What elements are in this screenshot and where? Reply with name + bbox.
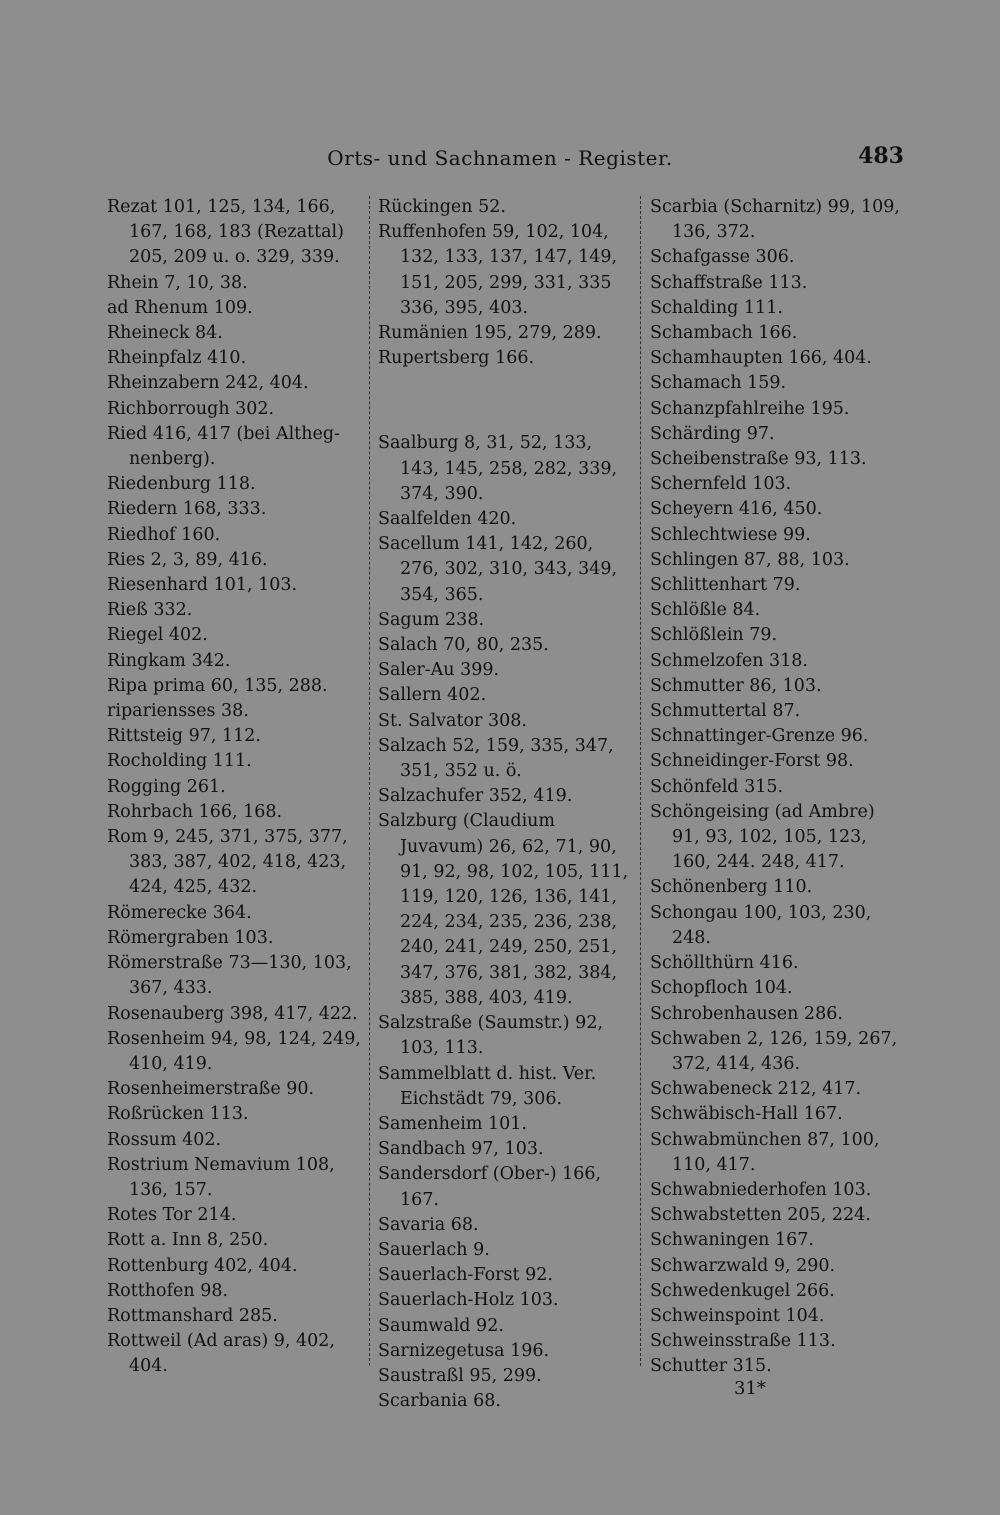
- index-entry: Schwaben 2, 126, 159, 267, 372, 414, 436.: [650, 1028, 903, 1074]
- index-entry: Riedern 168, 333.: [107, 499, 267, 520]
- index-entry: Scheyern 416, 450.: [650, 499, 823, 520]
- column-1: [107, 195, 367, 1380]
- index-entry: Salzstraße (Saumstr.) 92, 103, 113.: [378, 1013, 609, 1059]
- index-entry: Scarbia (Scharnitz) 99, 109, 136, 372.: [650, 197, 906, 243]
- column-3: [650, 195, 908, 1380]
- index-entry: Schafgasse 306.: [650, 247, 795, 268]
- page-number: 483: [858, 143, 904, 169]
- index-entry: Rott a. Inn 8, 250.: [107, 1230, 269, 1251]
- index-entry: Schlößle 84.: [650, 600, 761, 621]
- sheet-signature: 31*: [734, 1378, 766, 1399]
- index-entry: Schernfeld 103.: [650, 474, 792, 495]
- column-rule-2: [640, 196, 641, 1366]
- index-entry: Riegel 402.: [107, 625, 208, 646]
- index-entry: Saustraßl 95, 299.: [378, 1365, 542, 1386]
- index-entry: Schmuttertal 87.: [650, 701, 801, 722]
- index-entry: Rupertsberg 166.: [378, 348, 535, 369]
- index-entry: Riedenburg 118.: [107, 474, 256, 495]
- index-entry: Schwäbisch-Hall 167.: [650, 1104, 843, 1125]
- index-entry: Riedhof 160.: [107, 524, 221, 545]
- index-entry: Sandbach 97, 103.: [378, 1139, 544, 1160]
- index-entry: Rheineck 84.: [107, 323, 223, 344]
- index-entry: Samenheim 101.: [378, 1113, 527, 1134]
- index-entry: Rezat 101, 125, 134, 166, 167, 168, 183 (Rezattal) 205, 209 u. o. 329, 339.: [107, 197, 350, 268]
- index-entry: Saler-Au 399.: [378, 660, 500, 681]
- index-entry: Salzach 52, 159, 335, 347, 351, 352 u. ö.: [378, 735, 620, 782]
- index-entry: Rosenheim 94, 98, 124, 249, 410, 419.: [107, 1028, 367, 1074]
- index-entry: Schamach 159.: [650, 373, 787, 394]
- index-entry: Schlingen 87, 88, 103.: [650, 549, 850, 570]
- index-entry: Saumwald 92.: [378, 1315, 504, 1336]
- index-entry: Ripa prima 60, 135, 288.: [107, 675, 328, 696]
- index-entry: Rotes Tor 214.: [107, 1205, 237, 1226]
- index-entry: Römergraben 103.: [107, 927, 274, 948]
- index-entry: Rogging 261.: [107, 776, 226, 797]
- index-entry: Schmelzofen 318.: [650, 650, 808, 671]
- index-entry: Schambach 166.: [650, 323, 798, 344]
- index-entry: Saalfelden 420.: [378, 509, 517, 530]
- index-entry: Sagum 238.: [378, 609, 485, 630]
- index-entry: Schneidinger-Forst 98.: [650, 751, 854, 772]
- index-entry: Rottmanshard 285.: [107, 1305, 278, 1326]
- index-entry: Rückingen 52.: [378, 197, 506, 217]
- column-rule-1: [369, 196, 370, 1366]
- index-entry: Schutter 315.: [650, 1356, 772, 1377]
- index-entry: Salach 70, 80, 235.: [378, 635, 549, 656]
- index-entry: Schnattinger-Grenze 96.: [650, 726, 869, 747]
- index-entry: Rosenheimerstraße 90.: [107, 1079, 315, 1100]
- index-entry: Sarnizegetusa 196.: [378, 1340, 550, 1361]
- index-entry: Schwarzwald 9, 290.: [650, 1255, 836, 1276]
- index-entry: Salzachufer 352, 419.: [378, 786, 573, 807]
- index-entry: Schrobenhausen 286.: [650, 1003, 843, 1024]
- index-entry: Schöllthürn 416.: [650, 953, 799, 974]
- index-entry: Schöngeising (ad Ambre) 91, 93, 102, 105, 123, 160, 244. 248, 417.: [650, 801, 881, 873]
- index-entry: Sallern 402.: [378, 685, 487, 706]
- index-entry: Rostrium Nemavium 108, 136, 157.: [107, 1154, 341, 1200]
- index-entry: Rossum 402.: [107, 1129, 222, 1150]
- index-entry: Schönenberg 110.: [650, 877, 813, 898]
- index-entry: Römerecke 364.: [107, 902, 252, 923]
- index-entry: Rocholding 111.: [107, 751, 252, 772]
- column-2: [378, 195, 634, 1414]
- index-entry: Rittsteig 97, 112.: [107, 726, 261, 747]
- index-entry: Schaffstraße 113.: [650, 272, 808, 293]
- index-entry: Salzburg (Claudium Juvavum) 26, 62, 71, 90, 91, 92, 98, 102, 105, 111, 119, 120, 126, 136, 141, 224, 234, 235, 236, 238, 240, 241, 249, 250, 251, 347, 376, 381, 382, 384, 385, 388, 403, 419.: [378, 811, 634, 1008]
- index-entry: Schanzpfahlreihe 195.: [650, 398, 850, 419]
- index-entry: Sauerlach-Forst 92.: [378, 1265, 553, 1286]
- index-entry: Schopfloch 104.: [650, 978, 793, 999]
- index-entry: Scheibenstraße 93, 113.: [650, 449, 867, 470]
- index-entry: Römerstraße 73—130, 103, 367, 433.: [107, 953, 358, 999]
- index-entry: Rotthofen 98.: [107, 1280, 229, 1301]
- index-entry: Sauerlach-Holz 103.: [378, 1290, 559, 1311]
- index-entry: Rumänien 195, 279, 289.: [378, 323, 602, 344]
- index-entry: Schlechtwiese 99.: [650, 524, 811, 545]
- index-entry: Roßrücken 113.: [107, 1104, 249, 1125]
- index-entry: Scarbania 68.: [378, 1391, 501, 1412]
- index-entry: Rottweil (Ad aras) 9, 402, 404.: [107, 1331, 341, 1377]
- index-entry: Richborrough 302.: [107, 398, 275, 419]
- index-entry: Sacellum 141, 142, 260, 276, 302, 310, 343, 349, 354, 365.: [378, 534, 623, 605]
- index-entry: ad Rhenum 109.: [107, 297, 253, 318]
- index-entry: Schweinspoint 104.: [650, 1305, 825, 1326]
- index-entry: Schweinsstraße 113.: [650, 1331, 836, 1352]
- index-entry: Sauerlach 9.: [378, 1239, 490, 1260]
- index-entry: Saalburg 8, 31, 52, 133, 143, 145, 258, 282, 339, 374, 390.: [378, 433, 623, 504]
- index-entry: Schlößlein 79.: [650, 625, 778, 646]
- index-entry: Ringkam 342.: [107, 650, 231, 671]
- index-entry: Schmutter 86, 103.: [650, 675, 822, 696]
- index-entry: Schwabstetten 205, 224.: [650, 1205, 871, 1226]
- index-entry: Schwedenkugel 266.: [650, 1280, 835, 1301]
- index-entry: Schwabmünchen 87, 100, 110, 417.: [650, 1129, 886, 1175]
- index-entry: Ried 416, 417 (bei Altheg-nenberg).: [107, 423, 340, 470]
- index-entry: Schwabeneck 212, 417.: [650, 1079, 862, 1100]
- index-entry: Schongau 100, 103, 230, 248.: [650, 902, 877, 948]
- index-entry: Rheinzabern 242, 404.: [107, 373, 309, 394]
- index-entry: Ries 2, 3, 89, 416.: [107, 549, 268, 570]
- index-entry: Schönfeld 315.: [650, 776, 784, 797]
- index-entry: Schamhaupten 166, 404.: [650, 348, 872, 369]
- index-entry: Rieß 332.: [107, 600, 193, 621]
- index-entry: ripariensses 38.: [107, 701, 249, 722]
- index-entry: Schalding 111.: [650, 297, 783, 318]
- index-entry: Rosenauberg 398, 417, 422.: [107, 1003, 358, 1024]
- index-entry: Rottenburg 402, 404.: [107, 1255, 298, 1276]
- index-entry: Schärding 97.: [650, 423, 775, 444]
- index-entry: Rhein 7, 10, 38.: [107, 272, 248, 293]
- index-entry: Schwaningen 167.: [650, 1230, 814, 1251]
- index-entry: Riesenhard 101, 103.: [107, 575, 298, 596]
- index-entry: Sammelblatt d. hist. Ver. Eichstädt 79, 306.: [378, 1063, 602, 1109]
- section-gap: [378, 389, 634, 414]
- index-entry: Sandersdorf (Ober-) 166, 167.: [378, 1164, 607, 1210]
- index-entry: Savaria 68.: [378, 1214, 479, 1235]
- index-entry: Ruffenhofen 59, 102, 104, 132, 133, 137, 147, 149, 151, 205, 299, 331, 335 336, 395, 403.: [378, 222, 623, 318]
- index-entry: Schwabniederhofen 103.: [650, 1179, 872, 1200]
- index-entry: St. Salvator 308.: [378, 710, 527, 731]
- index-entry: Rohrbach 166, 168.: [107, 801, 283, 822]
- page-header-title: Orts- und Sachnamen - Register.: [327, 146, 673, 170]
- index-entry: Rheinpfalz 410.: [107, 348, 247, 369]
- index-entry: Rom 9, 245, 371, 375, 377, 383, 387, 402, 418, 423, 424, 425, 432.: [107, 827, 354, 898]
- index-entry: Schlittenhart 79.: [650, 575, 801, 596]
